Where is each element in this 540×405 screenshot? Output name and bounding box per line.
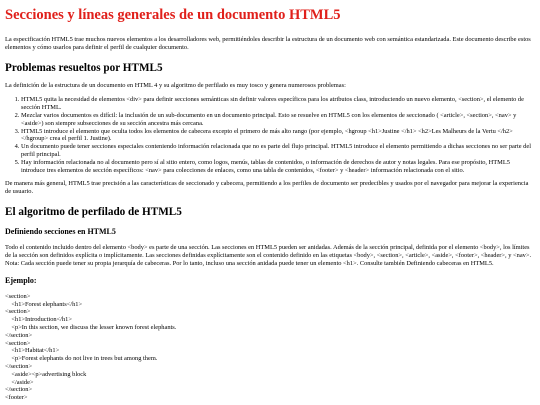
intro-paragraph: La especificación HTML5 trae muchos nuevos elementos a los desarrolladores web, permitiéndoles describir la estructura de un documento web con semántica estandarizada. Este documento describe estos elementos y cómo usarlos para definir el perfil de cualquier documento. xyxy=(5,35,531,51)
section-heading-problems: Problemas resueltos por HTML5 xyxy=(5,61,163,74)
list-item: 4. Un documento puede tener secciones especiales conteniendo información relacionada que no es parte del flujo principal. HTML5 introduce el elemento permitiendo a dichas secciones no ser parte del perfil principal. xyxy=(21,143,535,159)
code-line: <h1>Habitat</h1> xyxy=(5,347,60,355)
list-item: 3. HTML5 introduce el elemento que oculta todos los elementos de cabecera excepto el primero de más alto rango (por ejemplo, <hgroup <h1>Justine </h1> <h2>Les Malheurs de la Vertu </h2> </hgroup> crea el perfil 1. Justine). xyxy=(21,128,535,144)
code-line: <p>Forest elephants do not live in trees but among them. xyxy=(5,355,158,363)
code-line: <section> xyxy=(5,292,31,300)
list-item: 5. Hay información relacionada no al documento pero sí al sitio entero, como logos, menús, tablas de contenidos, o información de derechos de autor y notas legales. Para ese propósito, HTML5 introduce tres elementos de sección específicos: <nav> para colecciones de enlaces, como una tabla de contenidos, <footer> y <header> información relacionada con el sitio. xyxy=(21,159,535,175)
code-line: <h1>Introduction</h1> xyxy=(5,316,72,324)
list-item: 2. Mezclar varios documentos es difícil: la inclusión de un sub-documento en un documento principal. Esto se resuelve en HTML5 con los elementos de seccionado ( <article>, <section>, <nav> y <aside>) son siempre subsecciones de su sección ancestra más cercana. xyxy=(21,112,535,128)
list-item: 1. HTML5 quita la necesidad de elementos <div> para definir secciones semánticas sin definir valores específicos para los atributos class, introduciendo un nuevo elemento, <section>, el elemento de sección HTML. xyxy=(21,96,535,112)
code-example-block xyxy=(5,293,535,402)
code-line: <section> xyxy=(5,339,31,347)
defining-sections-paragraph: Todo el contenido incluido dentro del elemento <body> es parte de una sección. Las secciones en HTML5 pueden ser anidadas. Además de la sección principal, definida por el elemento <body>, los límites de la sección son definidos explícita o implícitamente. Las secciones definidas explícitamente son el contenido definido en las etiquetas <body>, <section>, <article>, <aside>, <footer>, <header>, y <nav>. Nota: Cada sección puede tener su propia jerarquía de cabeceras. Por lo tanto, incluso una sección anidada puede tener un elemento <h1>. Consulte también Definiendo cabeceras en HTML5. xyxy=(5,244,532,267)
problems-closing-paragraph: De manera más general, HTML5 trae precisión a las características de seccionado y cabecera, permitiendo a los perfiles de documento ser predecibles y usados por el navegador para mejorar la experiencia de usuario. xyxy=(5,180,529,196)
code-line: </section> xyxy=(5,363,33,370)
code-line: <aside><p>advertising block xyxy=(5,370,87,378)
code-line: </aside> xyxy=(5,378,34,386)
page-title: Secciones y líneas generales de un documento HTML5 xyxy=(5,7,341,23)
code-line: <footer> xyxy=(5,394,28,402)
section-heading-algorithm: El algoritmo de perfilado de HTML5 xyxy=(5,206,182,218)
code-line: </section> xyxy=(5,386,33,394)
code-line: <h1>Forest elephants</h1> xyxy=(5,300,83,308)
problems-list xyxy=(5,96,535,174)
code-line: <p>In this section, we discuss the lesser known forest elephants. xyxy=(5,323,177,331)
problems-lead-paragraph: La definición de la estructura de un documento en HTML 4 y su algoritmo de perfilado es muy tosco y genera numerosos problemas: xyxy=(5,82,346,90)
subheading-defining-sections: Definiendo secciones en HTML5 xyxy=(5,226,116,236)
example-heading: Ejemplo: xyxy=(5,275,37,285)
code-line: </section> xyxy=(5,331,33,339)
code-line: <section> xyxy=(5,308,31,316)
